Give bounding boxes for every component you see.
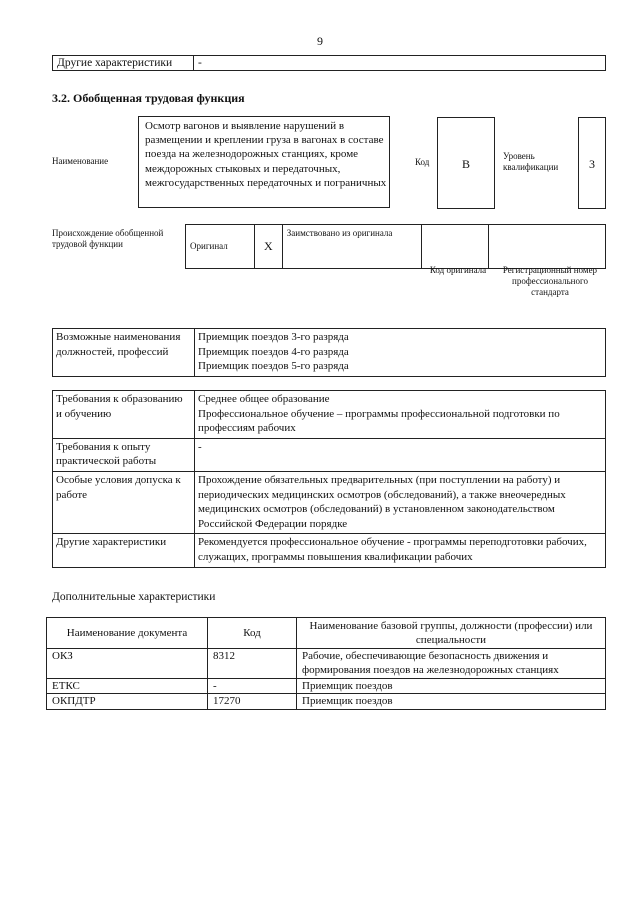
code-cell: - — [208, 678, 297, 693]
requirement-value: Среднее общее образование Профессиональное обучение – программы профессиональной подготовки по профессиям рабочих — [195, 391, 606, 439]
possible-title-item: Приемщик поездов 5-го разряда — [198, 360, 349, 373]
requirements-table — [52, 390, 606, 568]
borrowed-label: Заимствовано из оригинала — [282, 225, 421, 269]
requirement-value: Рекомендуется профессиональное обучение - программы переподготовки рабочих, служащих, программы повышения квалификации рабочих — [195, 534, 606, 567]
section-title: 3.2. Обобщенная трудовая функция — [52, 91, 245, 105]
doc-name-cell: ОКПДТР — [47, 694, 208, 709]
table-row — [53, 438, 606, 471]
header-doc-name: Наименование документа — [47, 618, 208, 649]
table-row — [47, 649, 606, 679]
code-cell: 17270 — [208, 694, 297, 709]
requirement-label: Требования к опыту практической работы — [53, 438, 195, 471]
original-mark: Х — [254, 225, 282, 269]
table-row — [53, 534, 606, 567]
name-label: Наименование — [52, 156, 109, 166]
table-row — [53, 471, 606, 533]
code-original-caption: Код оригинала — [429, 265, 487, 275]
possible-title-item: Приемщик поездов 4-го разряда — [198, 345, 349, 358]
code-value-box: В — [437, 117, 495, 209]
reg-number-caption: Регистрационный номер профессионального стандарта — [502, 265, 598, 297]
additional-title: Дополнительные характеристики — [52, 591, 216, 603]
requirement-value: - — [195, 438, 606, 471]
table-row — [53, 391, 606, 439]
other-characteristics-row — [52, 55, 606, 71]
original-label: Оригинал — [186, 225, 255, 269]
other-characteristics-label: Другие характеристики — [53, 56, 194, 71]
page-number: 9 — [317, 34, 323, 48]
code-label: Код — [415, 157, 430, 167]
origin-table — [185, 224, 606, 269]
additional-table — [46, 617, 606, 710]
group-name-cell: Приемщик поездов — [297, 678, 606, 693]
qualification-level-label: Уровень квалификации — [503, 151, 559, 172]
possible-title-item: Приемщик поездов 3-го разряда — [198, 331, 349, 343]
reg-number-cell — [488, 225, 605, 269]
doc-name-cell: ОКЗ — [47, 649, 208, 679]
doc-name-cell: ЕТКС — [47, 678, 208, 693]
header-group-name: Наименование базовой группы, должности (профессии) или специальности — [297, 618, 606, 649]
header-code: Код — [208, 618, 297, 649]
table-row — [47, 694, 606, 709]
table-header-row — [47, 618, 606, 649]
code-cell: 8312 — [208, 649, 297, 679]
qualification-level-box: 3 — [578, 117, 606, 209]
code-original-cell — [421, 225, 488, 269]
requirement-label: Требования к образованию и обучению — [53, 391, 195, 439]
other-characteristics-value: - — [194, 56, 606, 71]
function-name-box: Осмотр вагонов и выявление нарушений в размещении и креплении груза в вагонах в составе поезда на железнодорожных станциях, кроме междорожных стыковых и передаточных, межгосударственных передаточных и пограничных — [138, 116, 390, 208]
requirement-label: Особые условия допуска к работе — [53, 471, 195, 533]
possible-titles-values — [195, 329, 606, 377]
requirement-label: Другие характеристики — [53, 534, 195, 567]
origin-label: Происхождение обобщенной трудовой функции — [52, 228, 164, 249]
requirement-value: Прохождение обязательных предварительных (при поступлении на работу) и периодических медицинских осмотров (обследований), а также внеочередных медицинских осмотров (обследований) в установленном законодательством Российской Федерации порядке — [195, 471, 606, 533]
table-row — [47, 678, 606, 693]
possible-titles-table — [52, 328, 606, 377]
possible-titles-label: Возможные наименования должностей, профессий — [53, 329, 195, 377]
group-name-cell: Рабочие, обеспечивающие безопасность движения и формирования поездов на железнодорожных станциях — [297, 649, 606, 679]
group-name-cell: Приемщик поездов — [297, 694, 606, 709]
